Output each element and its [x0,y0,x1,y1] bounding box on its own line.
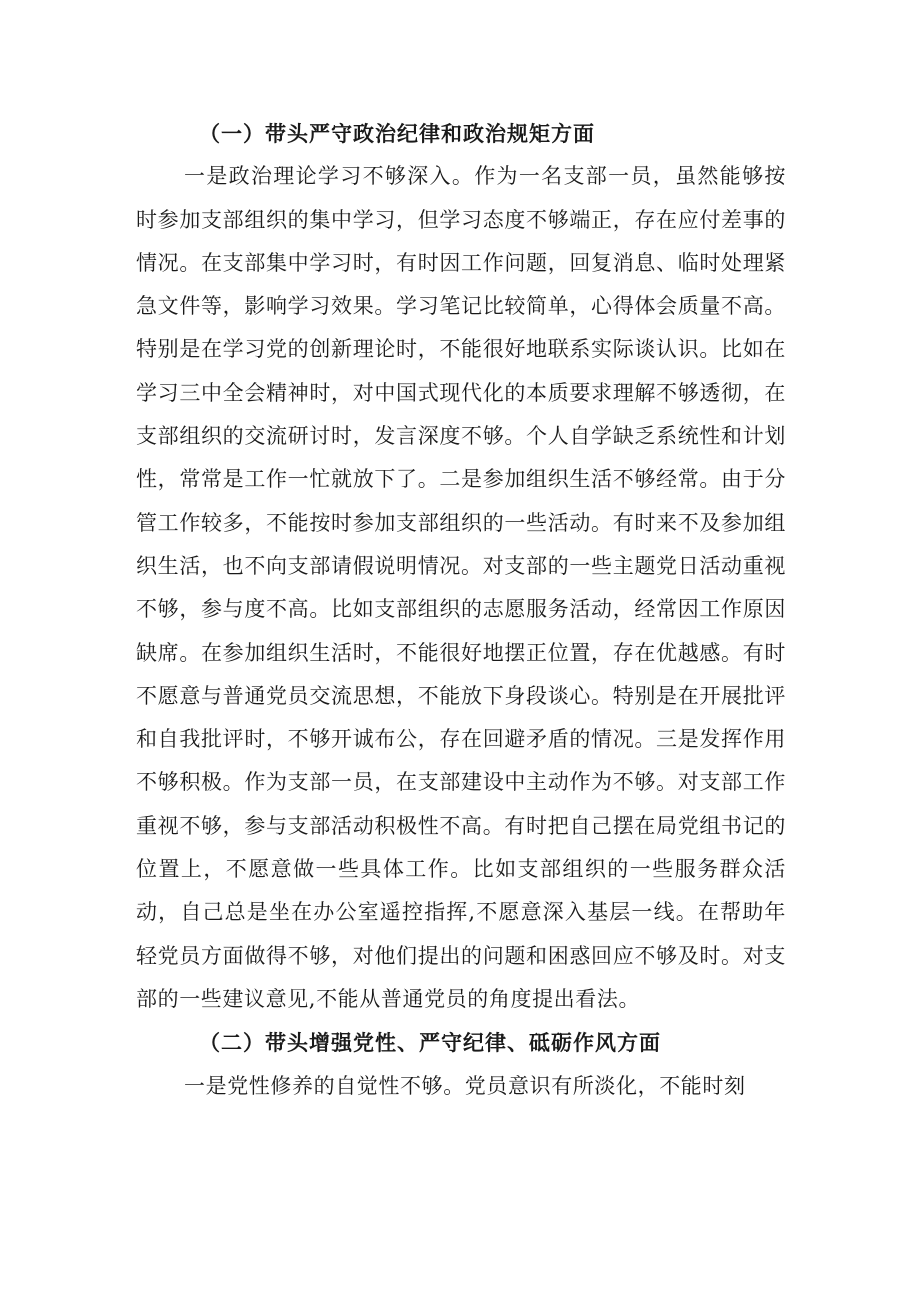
section-paragraph-1: 一是政治理论学习不够深入。作为一名支部一员，虽然能够按时参加支部组织的集中学习，但学习态度不够端正，存在应付差事的情况。在支部集中学习时，有时因工作问题，回复消息、临时处理紧急文件等，影响学习效果。学习笔记比较简单，心得体会质量不高。特别是在学习党的创新理论时，不能很好地联系实际谈认识。比如在学习三中全会精神时，对中国式现代化的本质要求理解不够透彻，在支部组织的交流研讨时，发言深度不够。个人自学缺乏系统性和计划性，常常是工作一忙就放下了。二是参加组织生活不够经常。由于分管工作较多，不能按时参加支部组织的一些活动。有时来不及参加组织生活，也不向支部请假说明情况。对支部的一些主题党日活动重视不够，参与度不高。比如支部组织的志愿服务活动，经常因工作原因缺席。在参加组织生活时，不能很好地摆正位置，存在优越感。有时不愿意与普通党员交流思想，不能放下身段谈心。特别是在开展批评和自我批评时，不够开诚布公，存在回避矛盾的情况。三是发挥作用不够积极。作为支部一员，在支部建设中主动作为不够。对支部工作重视不够，参与支部活动积极性不高。有时把自己摆在局党组书记的位置上，不愿意做一些具体工作。比如支部组织的一些服务群众活动，自己总是坐在办公室遥控指挥,不愿意深入基层一线。在帮助年轻党员方面做得不够，对他们提出的问题和困惑回应不够及时。对支部的一些建议意见,不能从普通党员的角度提出看法。 [136,164,786,1011]
section-heading-1: （一）带头严守政治纪律和政治规矩方面 [199,121,595,146]
document-body [136,112,786,1108]
section-heading-2: （二）带头增强党性、严守纪律、砥砺作风方面 [199,1030,661,1056]
section-paragraph-2: 一是党性修养的自觉性不够。党员意识有所淡化，不能时刻 [184,1073,746,1098]
